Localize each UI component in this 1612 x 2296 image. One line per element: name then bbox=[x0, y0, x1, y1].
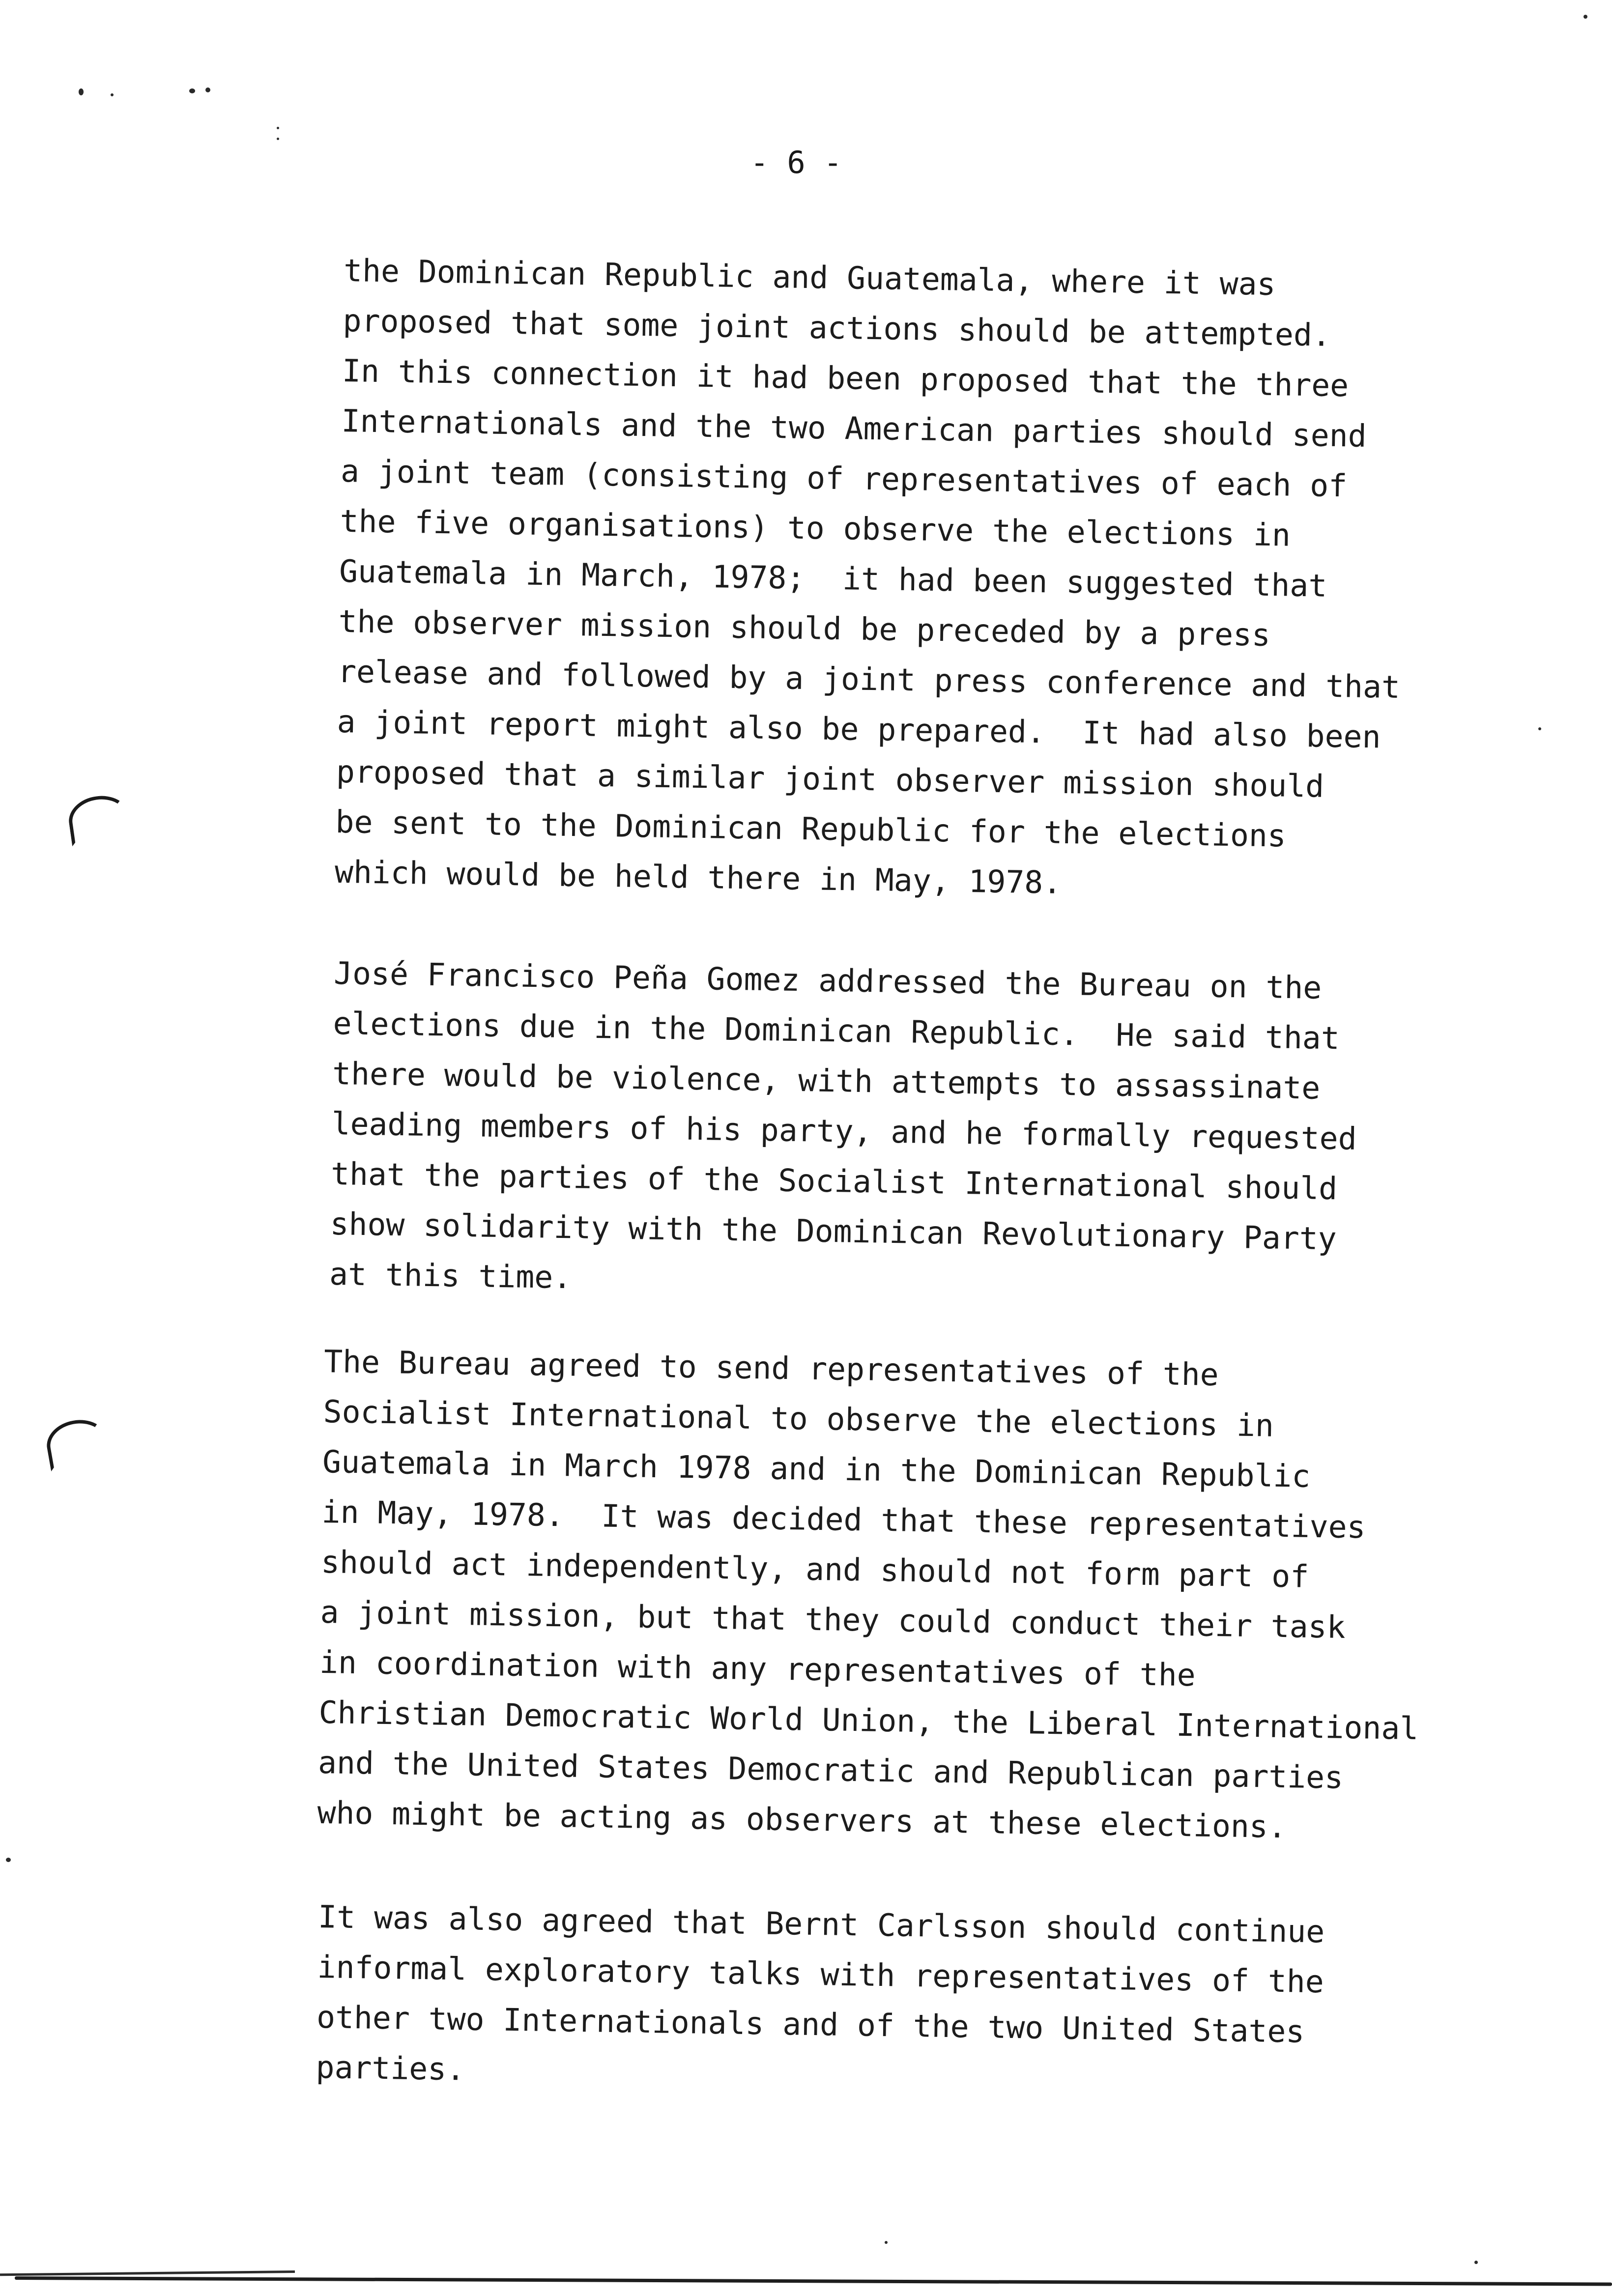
text-line: Internationals and the two American parties should send bbox=[341, 402, 1367, 454]
text-line: which would be held there in May, 1978. bbox=[334, 854, 1062, 901]
scan-speck bbox=[1583, 15, 1587, 19]
bottom-edge-line bbox=[0, 2270, 295, 2276]
text-line: who might be acting as observers at these elections. bbox=[317, 1794, 1287, 1845]
text-line: other two Internationals and of the two United States bbox=[316, 1999, 1305, 2050]
text-line: elections due in the Dominican Republic. He said that bbox=[333, 1005, 1340, 1057]
text-line: proposed that some joint actions should be attempted. bbox=[343, 302, 1331, 353]
scan-speck bbox=[111, 93, 114, 96]
text-line: in coordination with any representatives of the bbox=[319, 1644, 1196, 1693]
text-line: In this connection it had been proposed that the three bbox=[342, 352, 1349, 404]
text-line: a joint mission, but that they could conduct their task bbox=[320, 1594, 1346, 1645]
text-line: leading members of his party, and he formally requested bbox=[331, 1105, 1357, 1157]
scan-speck bbox=[1474, 2261, 1478, 2264]
text-line: should act independently, and should not form part of bbox=[320, 1544, 1309, 1595]
text-line: in May, 1978. It was decided that these representatives bbox=[321, 1493, 1366, 1546]
text-line: at this time. bbox=[329, 1256, 572, 1296]
text-line: Christian Democratic World Union, the Liberal International bbox=[318, 1694, 1419, 1747]
margin-punch-mark bbox=[66, 792, 133, 846]
text-line: a joint report might also be prepared. It had also been bbox=[337, 703, 1381, 755]
text-line: José Francisco Peña Gomez addressed the Bureau on the bbox=[333, 955, 1322, 1006]
scan-speck bbox=[205, 87, 210, 92]
text-line: Guatemala in March, 1978; it had been suggested that bbox=[339, 553, 1327, 604]
text-line: and the United States Democratic and Republican parties bbox=[317, 1744, 1344, 1796]
text-line: be sent to the Dominican Republic for the elections bbox=[335, 804, 1287, 854]
scan-speck bbox=[6, 1858, 11, 1862]
text-line: show solidarity with the Dominican Revolutionary Party bbox=[330, 1205, 1337, 1257]
text-line: that the parties of the Socialist International should bbox=[330, 1155, 1338, 1207]
text-line: a joint team (consisting of representatives of each of bbox=[340, 453, 1348, 504]
text-line: Socialist International to observe the elections in bbox=[323, 1393, 1274, 1444]
text-line: parties. bbox=[316, 2049, 465, 2088]
page-number: - 6 - bbox=[750, 144, 842, 180]
text-line: The Bureau agreed to send representatives of the bbox=[323, 1343, 1219, 1393]
bottom-edge-line bbox=[15, 2276, 1612, 2286]
scan-speck bbox=[885, 2241, 888, 2244]
scan-speck bbox=[79, 88, 84, 95]
paragraph-pena-gomez bbox=[329, 948, 1359, 1315]
scan-speck bbox=[277, 127, 279, 129]
scan-speck bbox=[277, 138, 279, 140]
text-line: there would be violence, with attempts to assassinate bbox=[332, 1055, 1321, 1106]
scan-speck bbox=[189, 88, 195, 93]
text-line: It was also agreed that Bernt Carlsson should continue bbox=[317, 1898, 1325, 1950]
text-line: the observer mission should be preceded by a press bbox=[338, 603, 1271, 654]
text-line: the Dominican Republic and Guatemala, where it was bbox=[343, 252, 1276, 303]
text-line: informal exploratory talks with representatives of the bbox=[317, 1949, 1324, 2000]
text-line: the five organisations) to observe the elections in bbox=[340, 503, 1291, 553]
text-line: release and followed by a joint press conference and that bbox=[337, 653, 1401, 705]
margin-punch-mark bbox=[43, 1415, 111, 1471]
text-line: proposed that a similar joint observer mission should bbox=[336, 753, 1324, 804]
paragraph-carlsson-talks bbox=[316, 1892, 1325, 2107]
paragraph-joint-actions bbox=[334, 246, 1406, 913]
text-line: Guatemala in March 1978 and in the Dominican Republic bbox=[322, 1443, 1311, 1494]
paragraph-bureau-decision bbox=[317, 1337, 1424, 1854]
scan-speck bbox=[1538, 727, 1541, 730]
